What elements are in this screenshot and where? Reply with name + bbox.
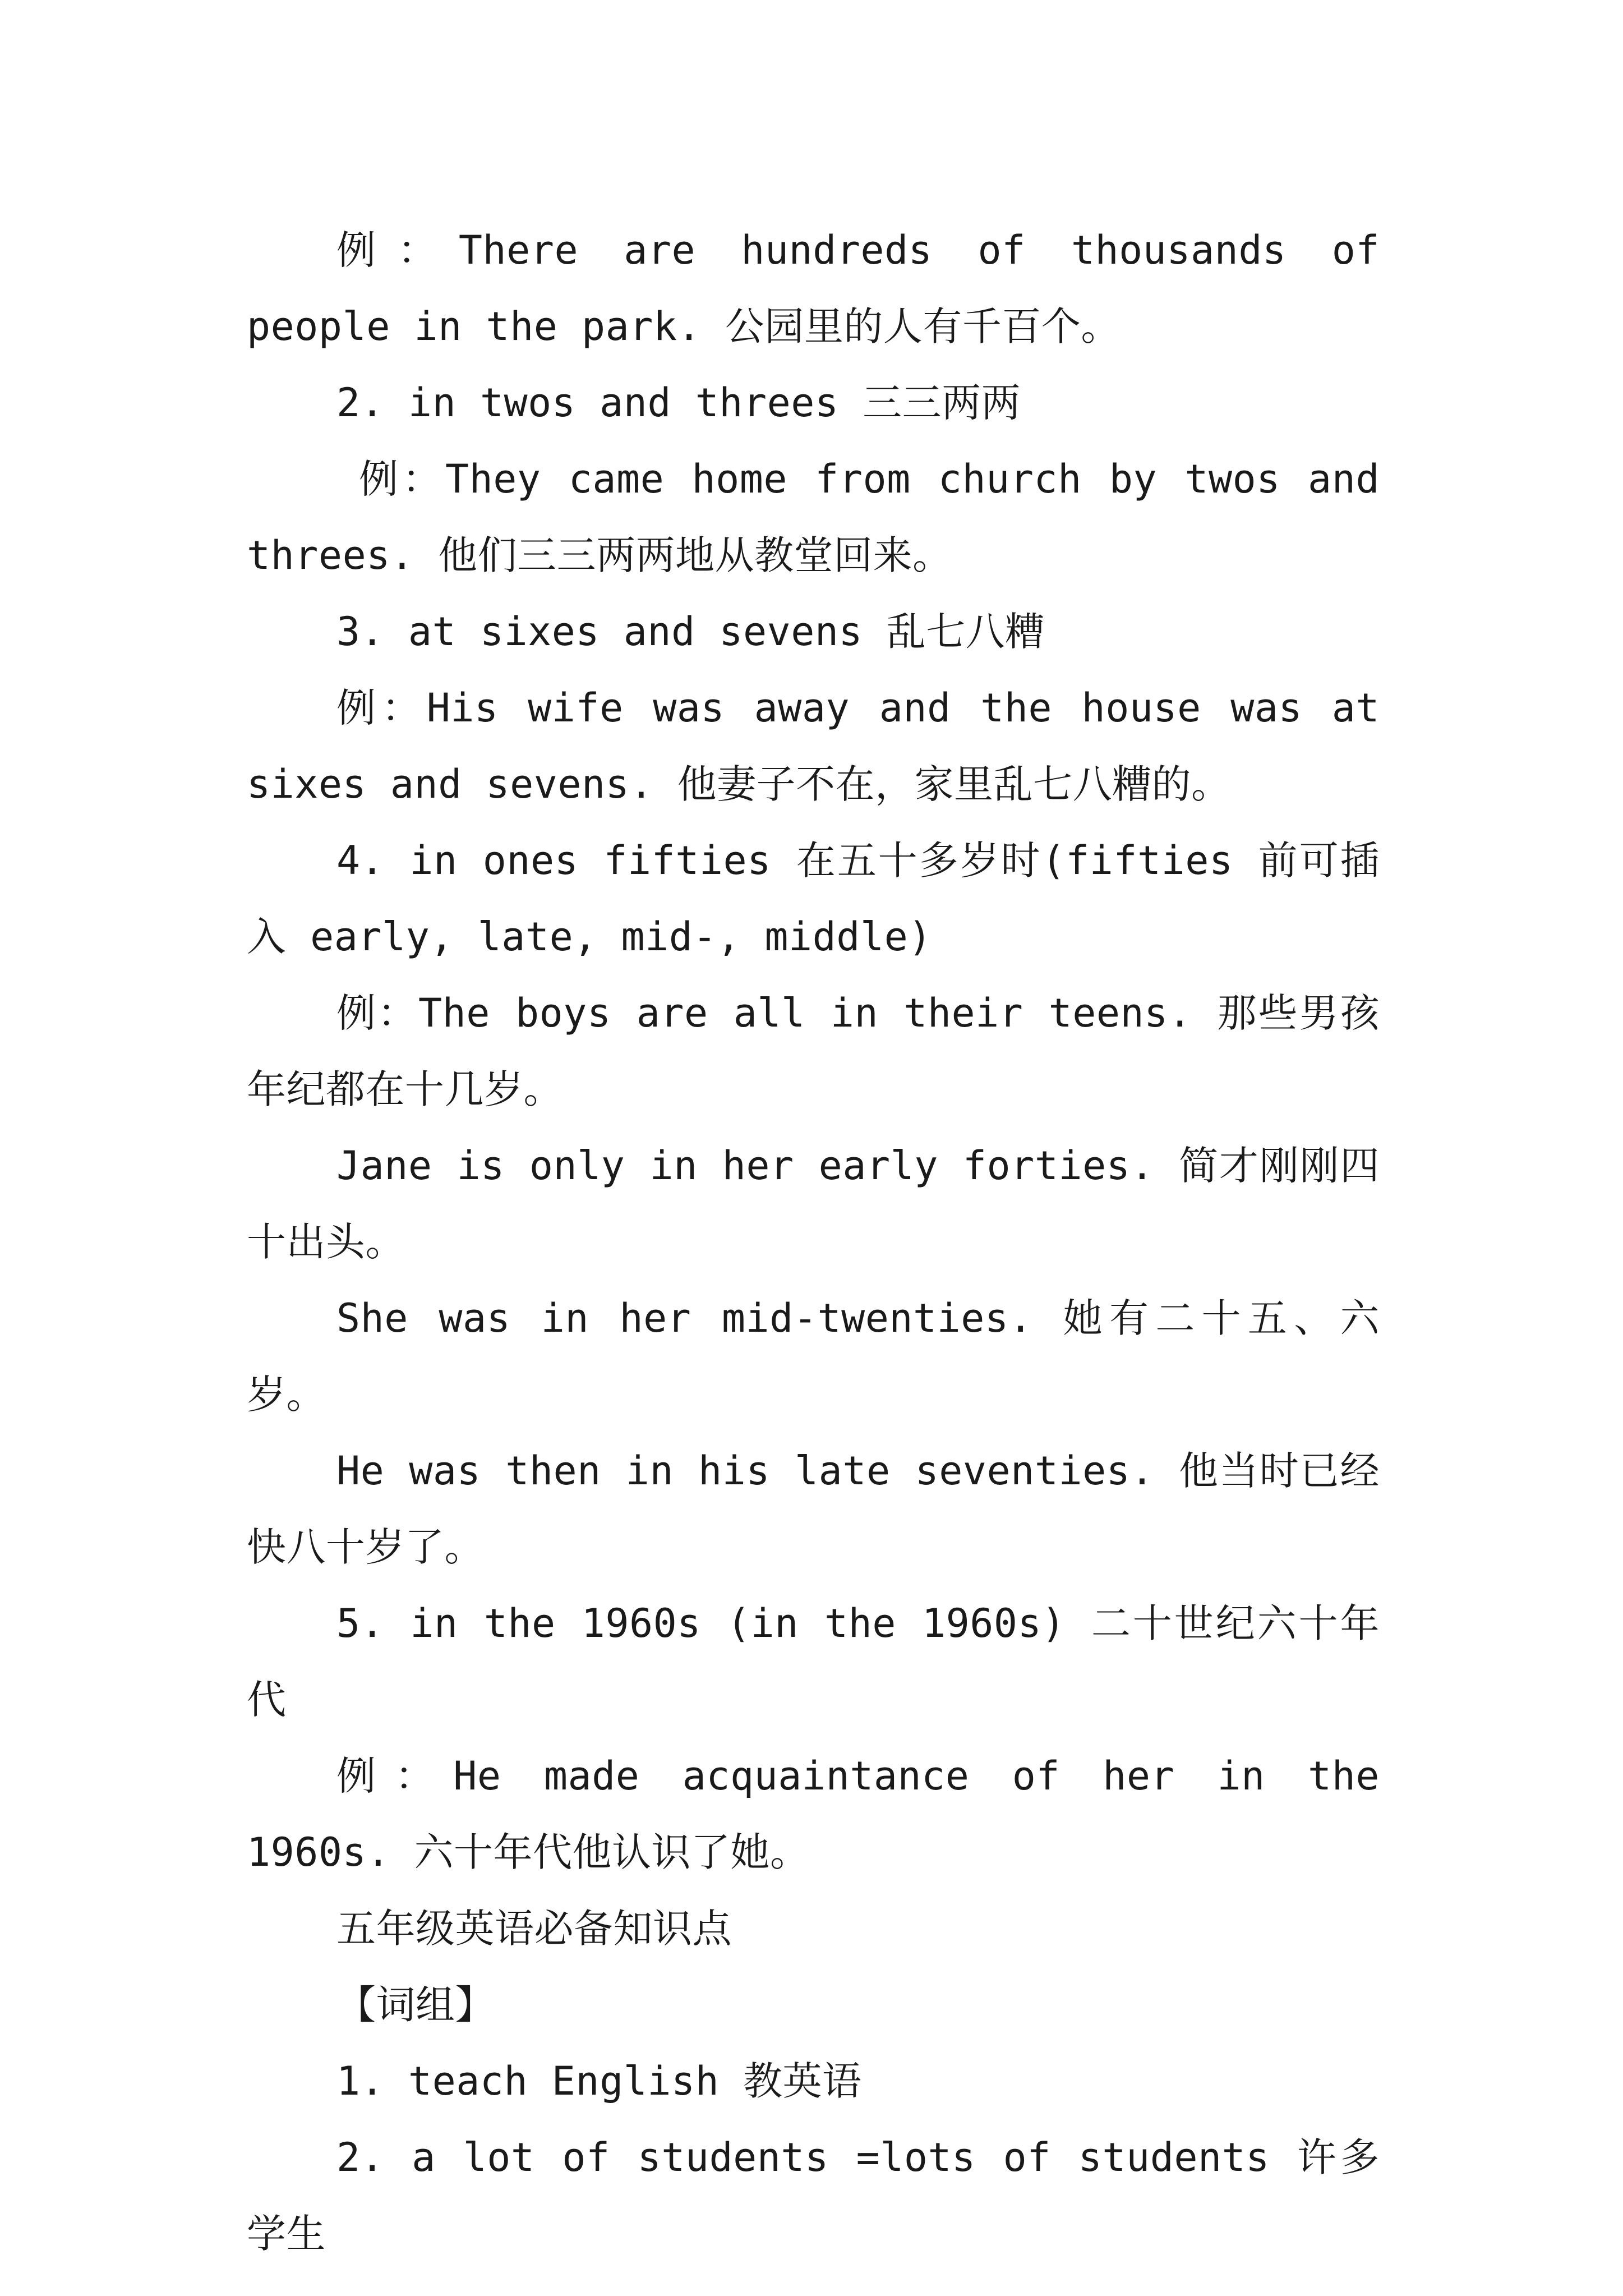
example-sentence: She was in her mid-twenties. 她有二十五、六岁。	[247, 1295, 1380, 1418]
example-sentence: He was then in his late seventies. 他当时已经快八十岁了。	[247, 1448, 1380, 1570]
phrase-item: 4. in ones fifties 在五十多岁时(fifties 前可插入 early, late, mid-, middle)	[247, 838, 1380, 960]
section-heading: 【词组】	[336, 1982, 495, 2028]
phrase-item: 1. teach English 教英语	[336, 2058, 862, 2104]
section-title: 五年级英语必备知识点	[336, 1906, 732, 1952]
phrase-item: 2. a lot of students =lots of students 许多学生	[247, 2134, 1380, 2257]
example-paragraph: 例：They came home from church by twos and threes. 他们三三两两地从教堂回来。	[247, 456, 1380, 578]
example-paragraph: 例：He made acquaintance of her in the 1960s. 六十年代他认识了她。	[247, 1753, 1380, 1875]
example-paragraph: 例：His wife was away and the house was at sixes and sevens. 他妻子不在，家里乱七八糟的。	[247, 685, 1380, 807]
phrase-item: 5. in the 1960s (in the 1960s) 二十世纪六十年代	[247, 1600, 1380, 1723]
example-paragraph: 例：There are hundreds of thousands of people in the park. 公园里的人有千百个。	[247, 227, 1380, 349]
phrase-item: 2. in twos and threes 三三两两	[336, 380, 1021, 426]
phrase-item: 3. at sixes and sevens 乱七八糟	[336, 609, 1045, 655]
example-sentence: Jane is only in her early forties. 简才刚刚四十出头。	[247, 1143, 1380, 1265]
example-paragraph: 例：The boys are all in their teens. 那些男孩年纪都在十几岁。	[247, 990, 1380, 1112]
document-body	[247, 212, 1380, 2272]
